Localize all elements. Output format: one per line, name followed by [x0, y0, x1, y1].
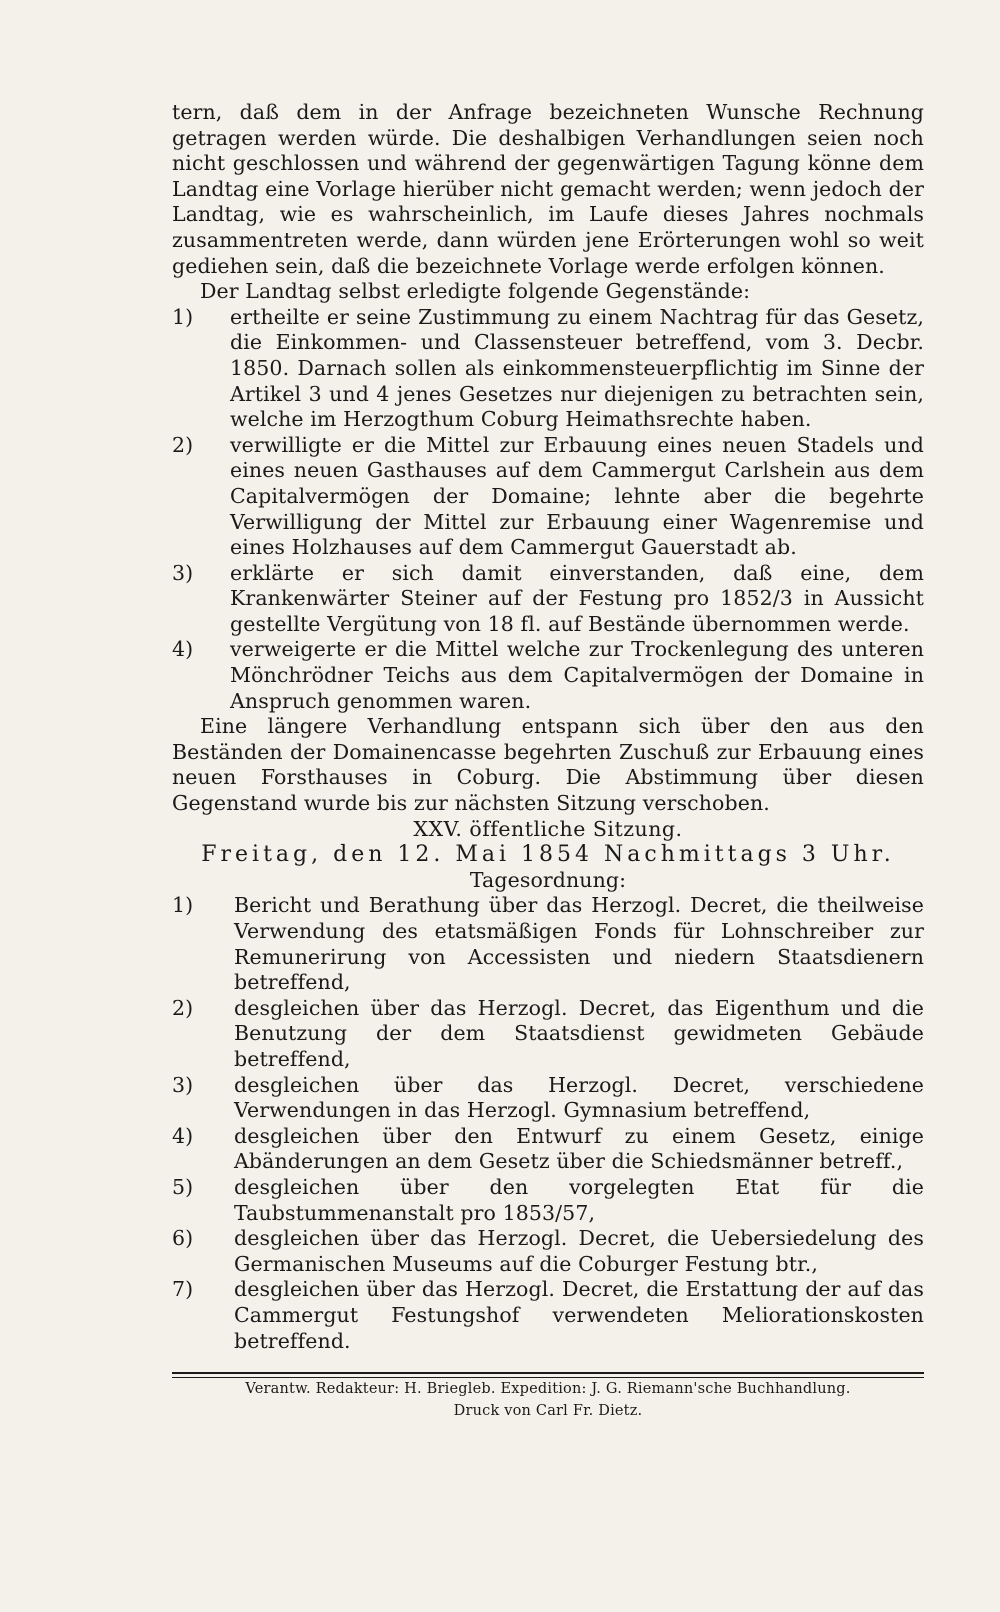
session-date: Freitag, den 12. Mai 1854 Nachmittags 3 Uhr. [201, 842, 895, 868]
paragraph-verhandlung: Eine längere Verhandlung entspann sich über den aus den Beständen der Domainencasse begehrten Zuschuß zur Erbauung eines neuen Forsthauses in Coburg. Die Abstimmung über diesen Gegenstand wurde bis zur nächsten Sitzung verschoben. [172, 714, 924, 816]
agenda-item: 1) Bericht und Berathung über das Herzogl. Decret, die theilweise Verwendung des etatsmäßigen Fonds für Lohnschreiber zur Remunerirung von Accessisten und niedern Staatsdienern betreffend, [172, 893, 924, 995]
list-item: 1) ertheilte er seine Zustimmung zu einem Nachtrag für das Gesetz, die Einkommen- und Classensteuer betreffend, vom 3. Decbr. 1850. Darnach sollen als einkommensteuerpflichtig im Sinne der Artikel 3 und 4 jenes Gesetzes nur diejenigen zu betrachten sein, welche im Herzogthum Coburg Heimathsrechte haben. [172, 304, 924, 432]
agenda-item: 4) desgleichen über den Entwurf zu einem Gesetz, einige Abänderungen an dem Gesetz über die Schiedsmänner betreff., [172, 1123, 924, 1174]
list-item: 2) verwilligte er die Mittel zur Erbauung eines neuen Stadels und eines neuen Gasthauses auf dem Cammergut Carlshein aus dem Capitalvermögen der Domaine; lehnte aber die begehrte Verwilligung der Mittel zur Erbauung einer Wagenremise und eines Holzhauses auf dem Cammergut Gauerstadt ab. [172, 432, 924, 560]
footer-rule-top [172, 1372, 924, 1374]
agenda-item: 7) desgleichen über das Herzogl. Decret, die Erstattung der auf das Cammergut Festungshof verwendeten Meliorationskosten betreffend. [172, 1277, 924, 1353]
agenda-item: 6) desgleichen über das Herzogl. Decret, die Uebersiedelung des Germanischen Museums auf die Coburger Festung btr., [172, 1226, 924, 1276]
imprint-editor-line: Verantw. Redakteur: H. Briegleb. Expedition: J. G. Riemann'sche Buchhandlung. [245, 1381, 851, 1398]
paragraph-continuation: tern, daß dem in der Anfrage bezeichneten Wunsche Rechnung getragen werden würde. Die deshalbigen Verhandlungen seien noch nicht geschlossen und während der gegenwärtigen Tagung könne dem Landtag eine Vorlage hierüber nicht gemacht werden; wenn jedoch der Landtag, wie es wahrscheinlich, im Laufe dieses Jahres nochmals zusammentreten werde, dann würden jene Erörterungen wohl so weit gediehen sein, daß die bezeichnete Vorlage werde erfolgen können. [172, 100, 924, 278]
agenda-item: 3) desgleichen über das Herzogl. Decret, verschiedene Verwendungen in das Herzogl. Gymnasium betreffend, [172, 1072, 924, 1123]
paragraph-landtag: Der Landtag selbst erledigte folgende Gegenstände: [200, 279, 751, 304]
session-heading: XXV. öffentliche Sitzung. [413, 816, 683, 841]
list-item: 4) verweigerte er die Mittel welche zur Trockenlegung des unteren Mönchrödner Teichs aus dem Capitalvermögen der Domaine in Anspruch genommen waren. [172, 637, 924, 713]
body-text [172, 100, 924, 1354]
imprint-printer-line: Druck von Carl Fr. Dietz. [453, 1403, 643, 1420]
agenda-title: Tagesordnung: [469, 867, 627, 892]
agenda-item: 5) desgleichen über den vorgelegten Etat für die Taubstummenanstalt pro 1853/57, [172, 1174, 924, 1225]
agenda-item: 2) desgleichen über das Herzogl. Decret, das Eigenthum und die Benutzung der dem Staatsdienst gewidmeten Gebäude betreffend, [172, 995, 924, 1071]
list-item: 3) erklärte er sich damit einverstanden, daß eine, dem Krankenwärter Steiner auf der Festung pro 1852/3 in Aussicht gestellte Vergütung von 18 fl. auf Bestände übernommen werde. [172, 560, 924, 636]
